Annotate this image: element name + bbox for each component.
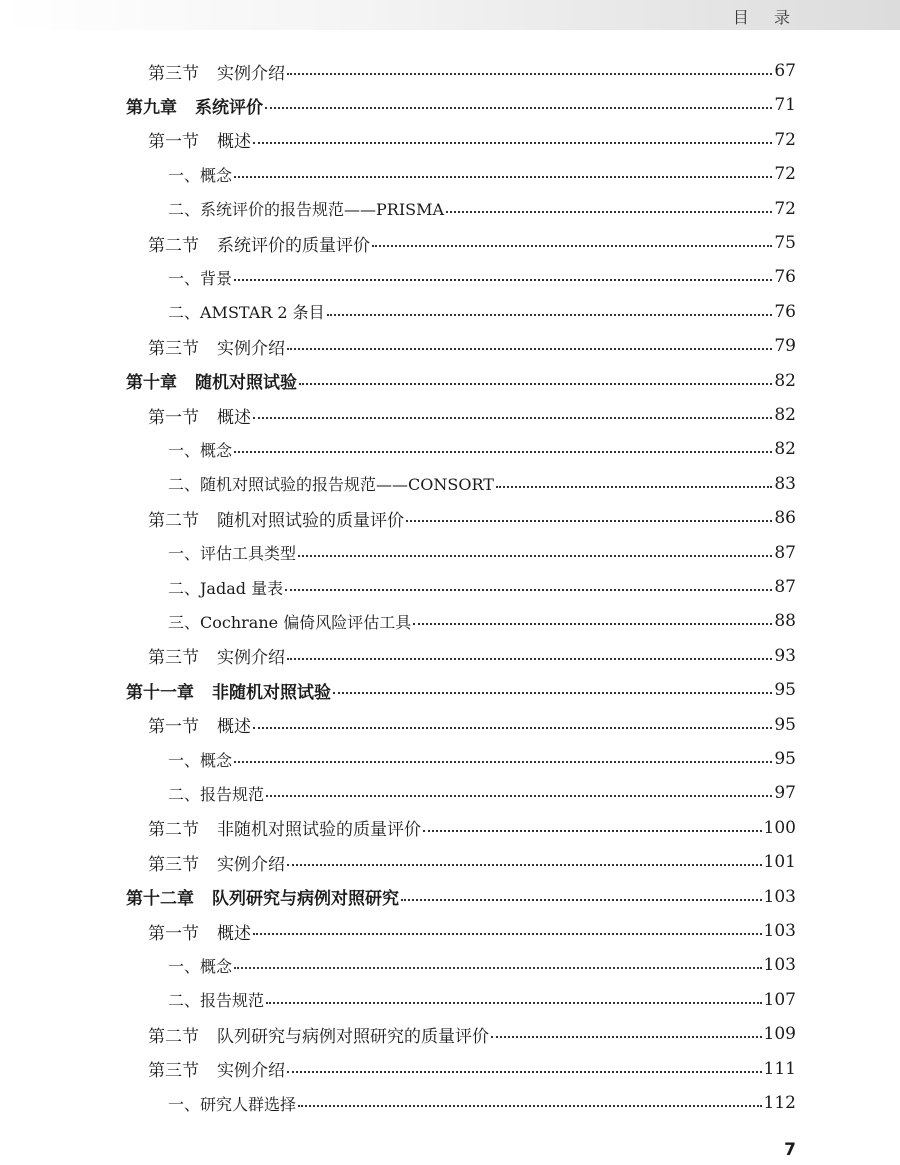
toc-entry-label: [168, 988, 264, 1011]
toc-entry-label: [168, 472, 494, 495]
toc-entry-page: 87: [774, 542, 796, 563]
toc-entry-title: 概述: [217, 717, 251, 738]
toc-entry-title: 二、随机对照试验的报告规范——CONSORT: [168, 475, 494, 495]
toc-entry-label: [168, 163, 232, 186]
dot-leader: [372, 226, 772, 260]
toc-entry-label: [126, 884, 399, 909]
toc-entry-page: 83: [774, 473, 796, 494]
toc-entry-title: 系统评价: [195, 97, 263, 118]
page-number: 7: [784, 1140, 796, 1160]
toc-entry-label: [168, 954, 232, 977]
toc-entry-page: 82: [774, 439, 796, 460]
toc-entry[interactable]: [148, 914, 796, 948]
dot-leader: [234, 260, 772, 294]
dot-leader: [406, 501, 772, 535]
toc-entry-label: [126, 93, 263, 118]
toc-entry[interactable]: [168, 157, 796, 191]
toc-entry-title: 概述: [217, 132, 251, 153]
dot-leader: [299, 364, 772, 398]
toc-entry-page: 72: [774, 164, 796, 185]
dot-leader: [266, 983, 762, 1017]
toc-entry-title: 非随机对照试验: [212, 682, 331, 703]
toc-entry-number: 第一节: [148, 132, 199, 153]
toc-entry-title: 二、报告规范: [168, 991, 265, 1011]
toc-entry-page: 95: [774, 714, 796, 735]
toc-entry[interactable]: [168, 742, 796, 776]
dot-leader: [333, 673, 772, 707]
dot-leader: [234, 742, 772, 776]
toc-entry-page: 109: [763, 1024, 796, 1045]
toc-entry-label: [168, 266, 232, 289]
toc-entry-number: 第三节: [148, 63, 199, 84]
toc-entry-page: 88: [774, 611, 796, 632]
toc-entry-title: 二、系统评价的报告规范——PRISMA: [168, 200, 445, 220]
dot-leader: [401, 880, 762, 914]
toc-entry[interactable]: [148, 1017, 796, 1051]
header-title: 目 录: [732, 8, 800, 27]
toc-entry-title: 概述: [217, 407, 251, 428]
toc-entry-label: [148, 815, 421, 840]
toc-entry-label: [168, 541, 296, 564]
toc-entry-page: 76: [774, 267, 796, 288]
dot-leader: [234, 157, 772, 191]
dot-leader: [287, 639, 772, 673]
toc-entry-page: 86: [774, 508, 796, 529]
toc-entry[interactable]: [148, 811, 796, 845]
toc-entry-number: 第十一章: [126, 682, 194, 703]
toc-entry-number: 第九章: [126, 97, 177, 118]
toc-entry-title: 一、概念: [168, 165, 233, 185]
dot-leader: [496, 467, 772, 501]
toc-entry-label: [168, 610, 411, 633]
dot-leader: [287, 329, 772, 363]
toc-entry-title: 三、Cochrane 偏倚风险评估工具: [168, 612, 412, 632]
toc-entry-page: 76: [774, 301, 796, 322]
toc-entry-label: [148, 1056, 285, 1081]
dot-leader: [327, 295, 773, 329]
toc-entry-title: 实例介绍: [217, 338, 285, 359]
toc-entry[interactable]: [168, 432, 796, 466]
toc-entry-title: 随机对照试验: [195, 373, 297, 394]
toc-entry[interactable]: [126, 88, 796, 122]
dot-leader: [253, 708, 772, 742]
toc-entry[interactable]: [148, 54, 796, 88]
toc-entry-number: 第三节: [148, 854, 199, 875]
toc-entry-title: 二、报告规范: [168, 784, 265, 804]
toc-entry-label: [148, 127, 251, 152]
toc-entry[interactable]: [148, 398, 796, 432]
toc-entry-page: 93: [774, 645, 796, 666]
toc-entry[interactable]: [168, 536, 796, 570]
toc-entry-label: [148, 1022, 489, 1047]
toc-entry-label: [148, 231, 370, 256]
toc-entry[interactable]: [168, 570, 796, 604]
toc-entry-page: 82: [774, 370, 796, 391]
toc-entry-label: [148, 59, 285, 84]
toc-entry-label: [168, 748, 232, 771]
toc-entry-label: [168, 438, 232, 461]
toc-entry-title: 一、概念: [168, 440, 233, 460]
toc-entry[interactable]: [148, 1052, 796, 1086]
toc-entry-label: [126, 678, 331, 703]
toc-entry-title: 一、背景: [168, 268, 233, 288]
toc-entry[interactable]: [168, 776, 796, 810]
toc-entry-page: 82: [774, 405, 796, 425]
toc-entry-label: [168, 782, 264, 805]
toc-entry-page: 101: [763, 852, 796, 873]
dot-leader: [287, 845, 762, 879]
dot-leader: [446, 192, 772, 226]
toc-entry-title: 一、概念: [168, 750, 233, 770]
toc-entry-title: 系统评价的质量评价: [217, 235, 370, 256]
toc-entry[interactable]: [148, 639, 796, 673]
toc-entry-page: 95: [774, 680, 796, 701]
toc-entry-number: 第二节: [148, 235, 199, 256]
toc-entry-title: 一、研究人群选择: [168, 1094, 297, 1114]
toc-entry-page: 103: [763, 921, 796, 941]
toc-entry-label: [148, 850, 285, 875]
dot-leader: [298, 1086, 762, 1120]
toc-entry-number: 第十章: [126, 373, 177, 394]
dot-leader: [265, 88, 772, 122]
toc-entry-label: [148, 643, 285, 668]
toc-entry-title: 实例介绍: [217, 854, 285, 875]
dot-leader: [285, 570, 772, 604]
toc-entry-label: [168, 197, 444, 220]
dot-leader: [266, 776, 772, 810]
toc-entry-number: 第三节: [148, 648, 199, 669]
toc-entry[interactable]: [168, 983, 796, 1017]
toc-entry[interactable]: [148, 123, 796, 157]
toc-entry-number: 第三节: [148, 1061, 199, 1082]
toc-entry-number: 第三节: [148, 338, 199, 359]
dot-leader: [491, 1017, 762, 1051]
toc-entry-page: 97: [774, 783, 796, 804]
toc-entry-page: 112: [763, 1093, 796, 1113]
toc-entry-label: [148, 334, 285, 359]
toc-entry-label: [148, 403, 251, 428]
toc-entry-label: [148, 919, 251, 944]
dot-leader: [287, 1052, 762, 1086]
toc-entry-page: 87: [774, 577, 796, 597]
toc-entry-page: 111: [763, 1058, 796, 1079]
toc-entry[interactable]: [168, 260, 796, 294]
toc-entry-title: 实例介绍: [217, 63, 285, 84]
toc-entry-page: 72: [774, 198, 796, 219]
toc-entry-page: 67: [774, 61, 796, 81]
toc-entry-label: [168, 576, 283, 599]
dot-leader: [253, 398, 772, 432]
toc-entry-label: [168, 300, 325, 323]
toc-entry-title: 队列研究与病例对照研究的质量评价: [217, 1026, 489, 1047]
toc-entry-number: 第二节: [148, 1026, 199, 1047]
toc-entry-number: 第二节: [148, 510, 199, 531]
toc-entry[interactable]: [168, 1086, 796, 1120]
dot-leader: [423, 811, 762, 845]
toc-entry-page: 72: [774, 129, 796, 150]
toc-entry[interactable]: [126, 673, 796, 707]
toc-entry[interactable]: [168, 467, 796, 501]
toc-entry-title: 一、概念: [168, 956, 233, 976]
toc-entry-page: 95: [774, 749, 796, 769]
toc-entry[interactable]: [168, 948, 796, 982]
dot-leader: [234, 432, 772, 466]
dot-leader: [287, 54, 772, 88]
toc-entry-title: 二、Jadad 量表: [168, 578, 284, 598]
toc-entry-page: 103: [763, 955, 796, 976]
toc-entry-page: 100: [763, 817, 796, 838]
toc-entry[interactable]: [126, 880, 796, 914]
toc-entry[interactable]: [148, 226, 796, 260]
toc-entry[interactable]: [168, 295, 796, 329]
toc-entry-title: 一、评估工具类型: [168, 544, 297, 564]
toc-entry-number: 第一节: [148, 923, 199, 944]
toc-entry-title: 实例介绍: [217, 648, 285, 669]
toc-entry-title: 实例介绍: [217, 1061, 285, 1082]
toc-entry[interactable]: [168, 604, 796, 638]
toc-entry[interactable]: [148, 501, 796, 535]
dot-leader: [253, 123, 772, 157]
toc-entry-title: 二、AMSTAR 2 条目: [168, 303, 325, 323]
dot-leader: [234, 948, 762, 982]
toc-entry-number: 第一节: [148, 407, 199, 428]
toc-entry[interactable]: [148, 708, 796, 742]
header-bar: [0, 0, 900, 30]
toc-entry-label: [148, 506, 404, 531]
toc-entry-title: 非随机对照试验的质量评价: [217, 820, 421, 841]
dot-leader: [413, 604, 772, 638]
toc-entry-page: 79: [774, 336, 796, 357]
toc-entry-page: 107: [763, 989, 796, 1010]
toc-entry-title: 队列研究与病例对照研究: [212, 889, 399, 910]
toc-entry[interactable]: [148, 845, 796, 879]
toc-entry-page: 71: [774, 95, 796, 116]
dot-leader: [253, 914, 762, 948]
toc-entry-number: 第十二章: [126, 889, 194, 910]
toc-entry[interactable]: [148, 329, 796, 363]
toc-entry-title: 随机对照试验的质量评价: [217, 510, 404, 531]
toc-entry-label: [126, 368, 297, 393]
toc-entry[interactable]: [168, 192, 796, 226]
toc-entry-page: 103: [763, 886, 796, 907]
toc-entry-label: [168, 1092, 296, 1115]
toc-entry-number: 第二节: [148, 820, 199, 841]
toc-entry-label: [148, 712, 251, 737]
toc-entry-page: 75: [774, 233, 796, 253]
toc-entry-number: 第一节: [148, 717, 199, 738]
toc-entry-title: 概述: [217, 923, 251, 944]
toc-entry[interactable]: [126, 364, 796, 398]
dot-leader: [298, 536, 772, 570]
